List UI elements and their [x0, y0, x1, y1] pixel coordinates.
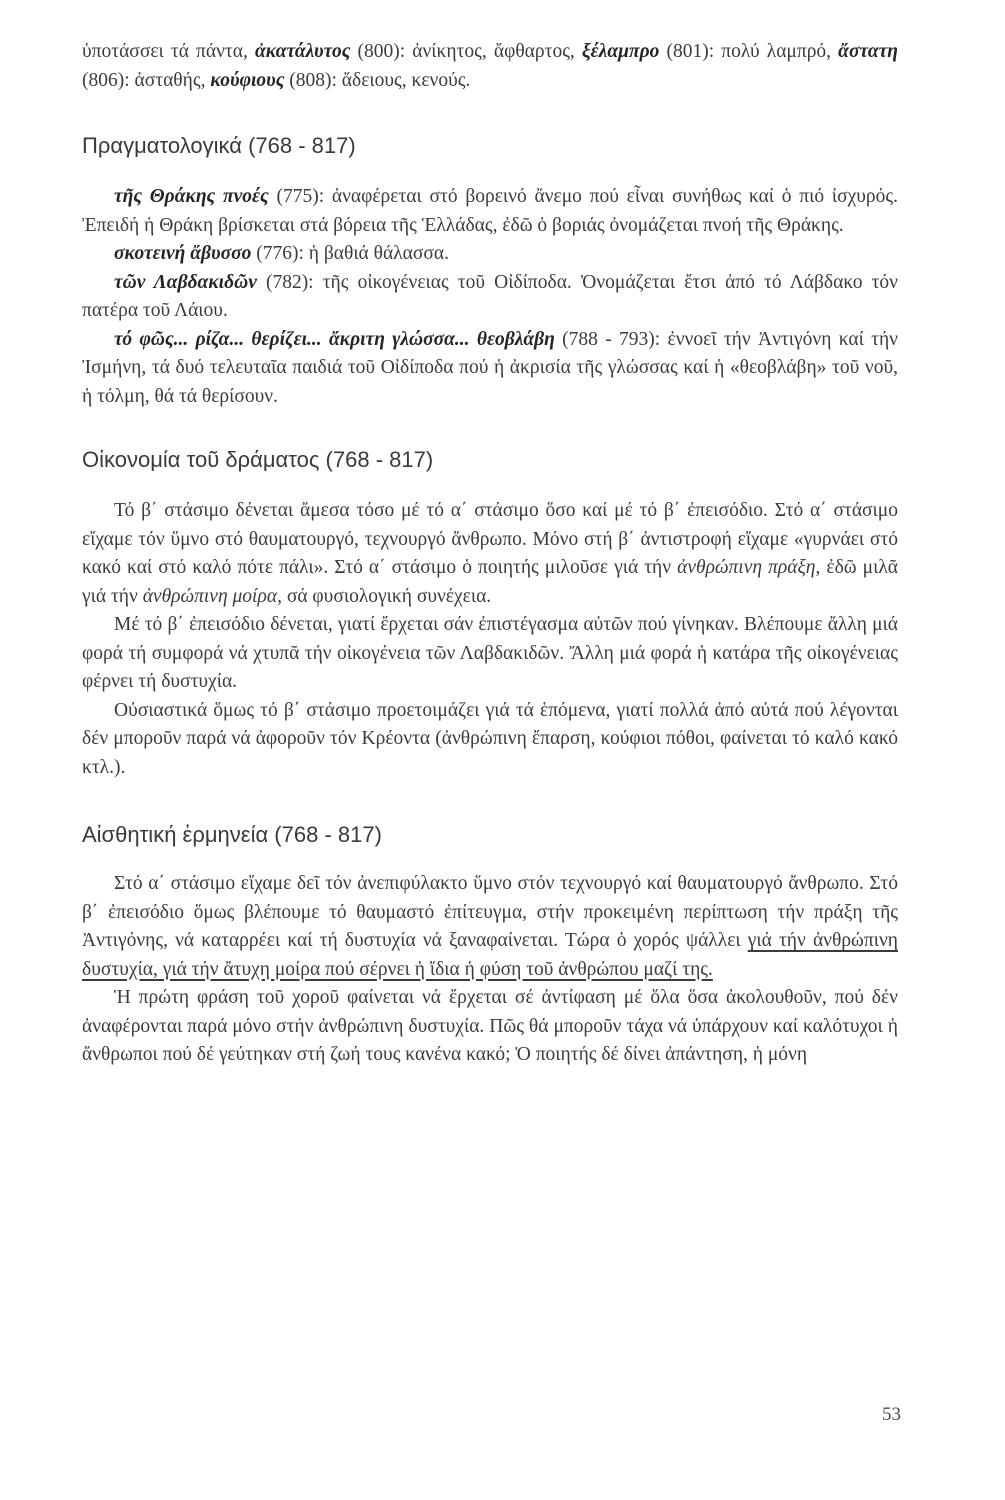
intro-text-5: (808): ἄδειους, κενούς.: [284, 69, 471, 91]
glossary-entry: [82, 269, 898, 326]
intro-paragraph: [82, 38, 898, 95]
intro-term-3: ἄστατη: [838, 41, 898, 62]
glossary-term: τῆς Θράκης πνοές: [114, 186, 269, 207]
emphasis-text: ἀνθρώπινη μοίρα: [142, 585, 278, 607]
intro-term-2: ξέλαμπρο: [581, 41, 660, 62]
glossary-term: τό φῶς... ρίζα... θερίζει... ἄκριτη γλώσσα... θεοβλάβη: [114, 328, 555, 350]
underlined-text: γιά τήν ἀνθρώπινη δυστυχία, γιά τήν ἄτυχη μοίρα πού σέρνει ἡ ἴδια ἡ φύση τοῦ ἀνθρώπου μαζί της.: [82, 930, 898, 980]
intro-text-3: (801): πολύ λαμπρό,: [659, 41, 839, 62]
section-heading-oikonomia: Οἰκονομία τοῦ δράματος (768 - 817): [82, 447, 434, 472]
glossary-entry: [82, 183, 898, 240]
section-heading-aisthitiki: Αἰσθητική ἑρμηνεία (768 - 817): [82, 822, 382, 847]
glossary-definition: (788 - 793): ἐννοεῖ τήν Ἀντιγόνη καί τήν Ἰσμήνη, τά δυό τελευταῖα παιδιά τοῦ Οἰδίποδα πού ἡ ἀκρισία τῆς γλώσσας καί ἡ «θεοβλάβη» τοῦ νοῦ, ἡ τόλμη, θά τά θερίσουν.: [82, 328, 898, 407]
paragraph-text: Στό α΄ στάσιμο εἴχαμε δεῖ τόν ἀνεπιφύλακτο ὕμνο στόν τεχνουργό καί θαυματουργό ἄνθρωπο. Στό β΄ ἐπεισόδιο ὅμως βλέπουμε τό θαυμαστό ἐπίτευγμα, στήν προκειμένη περίπτωση τήν πράξη τῆς Ἀντιγόνης, νά καταρρέει καί τή δυστυχία νά ξαναφαίνεται. Τώρα ὁ χορός ψάλλει: [82, 873, 898, 951]
paragraph: Μέ τό β΄ ἐπεισόδιο δένεται, γιατί ἔρχεται σάν ἐπιστέγασμα αὐτῶν πού γίνηκαν. Βλέπουμε ἄλλη μιά φορά τή συμφορά νά χτυπᾶ τήν οἰκογένεια τῶν Λαβδακιδῶν. Ἄλλη μιά φορά ἡ κατάρα τῆς οἰκογένειας φέρνει τή δυστυχία.: [82, 614, 898, 692]
page-content: [82, 38, 898, 1070]
glossary-entry: [82, 240, 898, 269]
intro-term-1: ἀκατάλυτος: [254, 41, 351, 62]
intro-text-2: (800): ἀνίκητος, ἄφθαρτος,: [350, 41, 582, 62]
paragraph-text: , σά φυσιολογική συνέχεια.: [277, 585, 492, 607]
emphasis-text: ἀνθρώπινη πράξη: [677, 557, 816, 578]
paragraph: Οὐσιαστικά ὅμως τό β΄ στάσιμο προετοιμάζει γιά τά ἑπόμενα, γιατί πολλά ἀπό αὐτά πού λέγονται δέν μποροῦν παρά νά ἀφοροῦν τόν Κρέοντα (ἀνθρώπινη ἔπαρση, κούφιοι πόθοι, φαίνεται τό καλό κακό κτλ.).: [82, 699, 898, 778]
paragraph-text: Τό β΄ στάσιμο δένεται ἄμεσα τόσο μέ τό α΄ στάσιμο ὅσο καί μέ τό β΄ ἐπεισόδιο. Στό α΄ στάσιμο εἴχαμε τόν ὕμνο στό θαυματουργό, τεχνουργό ἄνθρωπο. Μόνο στή β΄ ἀντιστροφή εἴχαμε «γυρνάει στό κακό καί στό καλό πότε πάλι». Στό α΄ στάσιμο ὁ ποιητής μιλοῦσε γιά τήν: [82, 500, 898, 578]
glossary-definition: (775): ἀναφέρεται στό βορεινό ἄνεμο πού εἶναι συνήθως καί ὁ πιό ἰσχυρός. Ἐπειδή ἡ Θράκη βρίσκεται στά βόρεια τῆς Ἑλλάδας, ἐδῶ ὁ βοριάς ὀνομάζεται πνοή τῆς Θράκης.: [82, 186, 898, 236]
glossary-entry: [82, 326, 898, 412]
page-number: 53: [882, 1404, 901, 1425]
paragraph-text: , ἐδῶ μιλᾶ γιά τήν: [82, 557, 898, 607]
glossary-definition: (776): ἡ βαθιά θάλασσα.: [251, 243, 449, 264]
paragraph: [82, 870, 898, 984]
intro-text-1: ὑποτάσσει τά πάντα,: [82, 41, 255, 62]
paragraph: [82, 497, 898, 611]
intro-text-4: (806): ἀσταθής,: [82, 69, 211, 91]
section-heading-pragmatologika: Πραγματολογικά (768 - 817): [82, 133, 356, 158]
glossary-term: τῶν Λαβδακιδῶν: [114, 271, 257, 293]
paragraph: Ἡ πρώτη φράση τοῦ χοροῦ φαίνεται νά ἔρχεται σέ ἀντίφαση μέ ὅλα ὅσα ἀκολουθοῦν, πού δέν ἀναφέρονται παρά μόνο στήν ἀνθρώπινη δυστυχία. Πῶς θά μποροῦν τάχα νά ὑπάρχουν καί καλότυχοι ἡ ἄνθρωποι πού δέ γεύτηκαν στή ζωή τους κανένα κακό; Ὁ ποιητής δέ δίνει ἀπάντηση, ἡ μόνη: [82, 987, 898, 1065]
glossary-definition: (782): τῆς οἰκογένειας τοῦ Οἰδίποδα. Ὀνομάζεται ἔτσι ἀπό τό Λάβδακο τόν πατέρα τοῦ Λάιου.: [82, 271, 898, 321]
intro-term-4: κούφιους: [210, 69, 285, 91]
glossary-term: σκοτεινή ἄβυσσο: [114, 243, 252, 264]
